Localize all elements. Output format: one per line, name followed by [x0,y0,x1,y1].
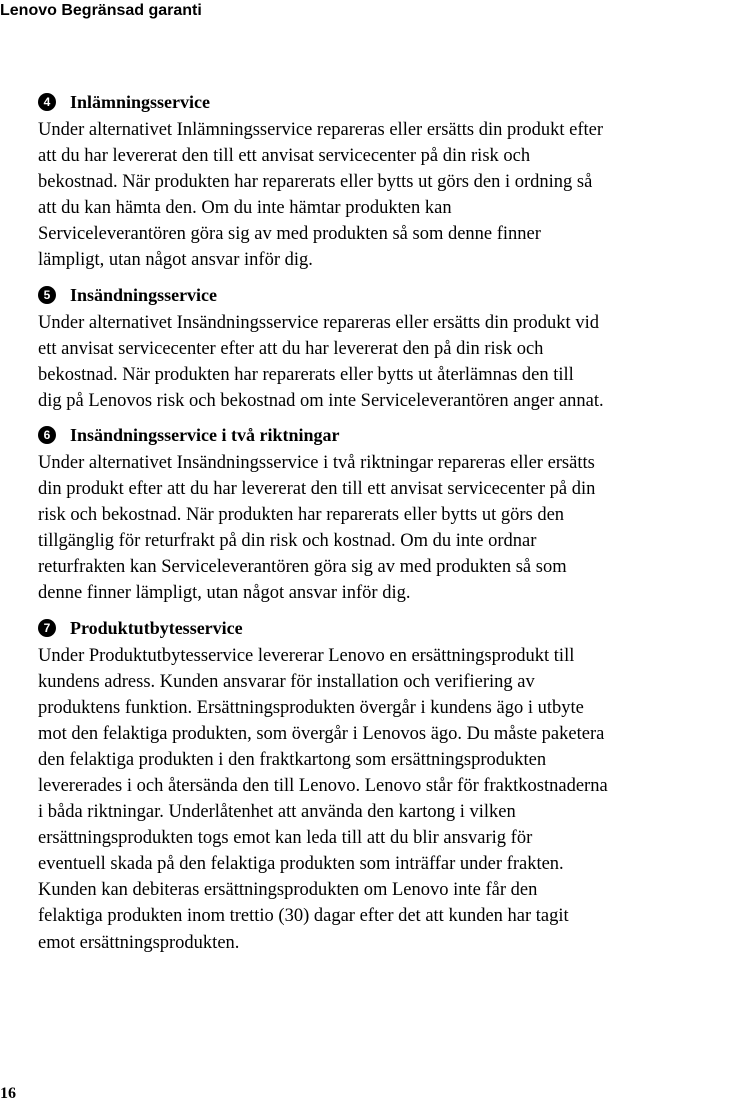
section-inlamningsservice [38,89,739,274]
paragraph-line: eventuell skada på den felaktiga produkten som inträffar under frakten. [38,854,564,875]
paragraph-line: ersättningsprodukten togs emot kan leda till att du blir ansvarig för [38,828,533,849]
document-body [38,89,739,964]
paragraph-line: din produkt efter att du har levererat den till ett anvisat servicecenter på din [38,479,596,500]
paragraph-line: Under alternativet Insändningsservice repareras eller ersätts din produkt vid [38,312,599,333]
paragraph-line: i båda riktningar. Underlåtenhet att använda den kartong i vilken [38,802,516,823]
paragraph-line: ett anvisat servicecenter efter att du har levererat den på din risk och [38,338,544,359]
paragraph-line: Under alternativet Insändningsservice i två riktningar repareras eller ersätts [38,452,595,473]
section-heading [38,422,739,448]
paragraph-line: kundens adress. Kunden ansvarar för installation och verifiering av [38,671,535,692]
section-title: Insändningsservice [70,284,218,305]
paragraph-line: Under Produktutbytesservice levererar Lenovo en ersättningsprodukt till [38,645,575,666]
paragraph-line: levererades i och återsända den till Lenovo. Lenovo står för fraktkostnaderna [38,775,608,796]
section-insandningsservice-tva-riktningar [38,422,739,607]
paragraph-line: risk och bekostnad. När produkten har reparerats eller bytts ut görs den [38,505,565,526]
number-badge-icon: 6 [38,426,56,444]
paragraph-line: returfrakten kan Serviceleverantören göra sig av med produkten så som [38,557,567,578]
paragraph-line: emot ersättningsprodukten. [38,932,240,953]
paragraph-line: att du har levererat den till ett anvisat servicecenter på din risk och [38,146,531,167]
number-badge-icon: 7 [38,619,56,637]
section-title: Inlämningsservice [70,92,211,112]
paragraph-line: tillgänglig för returfrakt på din risk och kostnad. Om du inte ordnar [38,531,537,552]
paragraph-line: Kunden kan debiteras ersättningsprodukten om Lenovo inte får den [38,880,538,901]
paragraph-line: felaktiga produkten inom trettio (30) dagar efter det att kunden har tagit [38,906,569,927]
paragraph-line: mot den felaktiga produkten, som övergår i Lenovos ägo. Du måste paketera [38,723,605,744]
running-header: Lenovo Begränsad garanti [0,2,202,19]
paragraph-line: produktens funktion. Ersättningsprodukten övergår i kundens ägo i utbyte [38,697,584,718]
section-produktutbytesservice [38,615,739,956]
section-paragraph [38,643,739,956]
section-title: Insändningsservice i två riktningar [70,424,340,445]
section-insandningsservice [38,282,739,414]
section-heading [38,615,739,641]
section-paragraph [38,117,739,274]
number-badge-icon: 4 [38,93,56,111]
section-heading [38,89,739,115]
number-badge-icon: 5 [38,286,56,304]
section-title: Produktutbytesservice [70,617,243,638]
section-paragraph [38,450,739,607]
paragraph-line: dig på Lenovos risk och bekostnad om inte Serviceleverantören anger annat. [38,390,604,411]
paragraph-line: den felaktiga produkten i den fraktkartong som ersättningsprodukten [38,749,547,770]
paragraph-line: Serviceleverantören göra sig av med produkten så som denne finner [38,224,541,245]
section-paragraph [38,310,739,414]
paragraph-line: att du kan hämta den. Om du inte hämtar produkten kan [38,198,452,219]
paragraph-line: denne finner lämpligt, utan något ansvar inför dig. [38,583,411,604]
paragraph-line: bekostnad. När produkten har reparerats eller bytts ut återlämnas den till [38,364,574,385]
paragraph-line: Under alternativet Inlämningsservice repareras eller ersätts din produkt efter [38,120,604,140]
section-heading [38,282,739,308]
paragraph-line: bekostnad. När produkten har reparerats eller bytts ut görs den i ordning så [38,172,593,193]
page-number: 16 [0,1085,16,1102]
paragraph-line: lämpligt, utan något ansvar inför dig. [38,250,313,271]
